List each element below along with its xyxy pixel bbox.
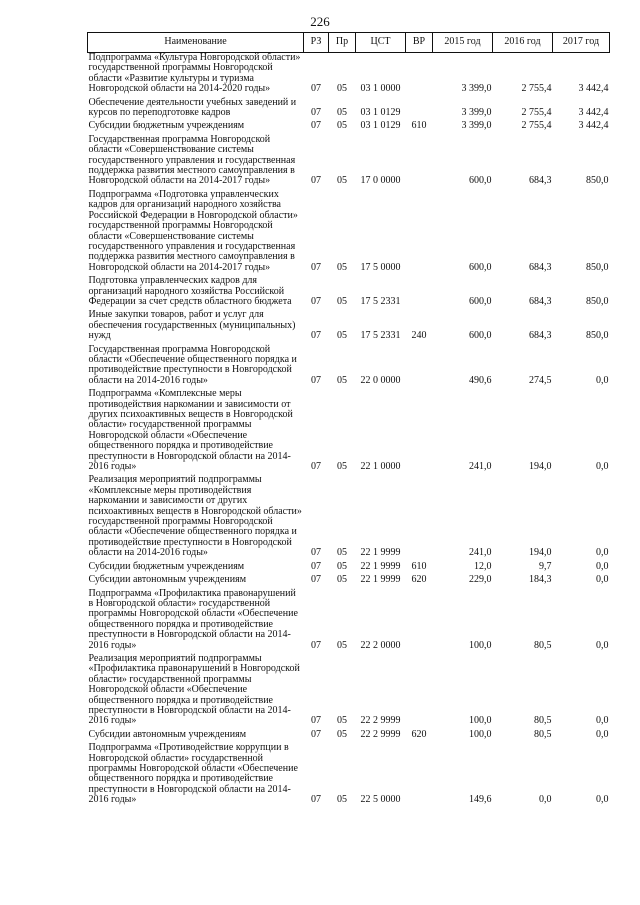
row-amount-2016: 80,5	[534, 728, 552, 740]
row-rz: 07	[311, 560, 321, 572]
row-cst: 22 2 0000	[360, 639, 401, 651]
row-vr	[406, 96, 433, 120]
row-rz: 07	[311, 728, 321, 740]
row-cst: 03 1 0129	[360, 107, 401, 119]
row-vr: 620	[411, 574, 427, 586]
row-amount-2017: 0,0	[596, 374, 609, 386]
table-row	[88, 308, 610, 342]
table-row	[88, 387, 610, 473]
row-amount-2015: 149,6	[469, 794, 492, 806]
column-header-name: Наименование	[88, 33, 304, 53]
row-name: Обеспечение деятельности учебных заведений и курсов по переподготовке кадров	[88, 96, 297, 119]
row-amount-2017: 850,0	[586, 261, 609, 273]
column-header-cst: ЦСТ	[356, 33, 406, 53]
budget-table	[87, 32, 610, 807]
row-name: Подпрограмма «Комплексные меры противодействия наркомании и зависимости от других психоактивных веществ в Новгородской области» государственной программы Новгородской области «Обеспечение общественного порядка и противодействие преступности в Новгородской области на 2014-2016 годы»	[88, 388, 293, 473]
row-amount-2016: 184,3	[529, 574, 552, 586]
row-pr: 05	[337, 639, 347, 651]
row-amount-2016: 684,3	[529, 261, 552, 273]
table-row	[88, 343, 610, 388]
row-amount-2016: 2 755,4	[521, 83, 552, 95]
table-header-row	[88, 33, 610, 53]
row-name: Иные закупки товаров, работ и услуг для обеспечения государственных (муниципальных) нужд	[88, 309, 296, 342]
row-amount-2017: 0,0	[596, 728, 609, 740]
row-pr: 05	[337, 728, 347, 740]
row-name: Субсидии автономным учреждениям	[88, 574, 247, 586]
row-amount-2015: 100,0	[469, 728, 492, 740]
row-vr	[406, 53, 433, 96]
column-header-2015: 2015 год	[433, 33, 493, 53]
column-header-2016: 2016 год	[493, 33, 553, 53]
row-amount-2017: 0,0	[596, 715, 609, 727]
row-amount-2016: 684,3	[529, 175, 552, 187]
row-amount-2016: 80,5	[534, 715, 552, 727]
row-amount-2017: 850,0	[586, 295, 609, 307]
row-name: Субсидии бюджетным учреждениям	[88, 560, 245, 572]
row-rz: 07	[311, 175, 321, 187]
row-pr: 05	[337, 261, 347, 273]
row-amount-2017: 850,0	[586, 330, 609, 342]
row-vr: 620	[411, 728, 427, 740]
table-row	[88, 133, 610, 188]
row-rz: 07	[311, 83, 321, 95]
row-rz: 07	[311, 715, 321, 727]
row-cst: 22 1 0000	[360, 461, 401, 473]
row-amount-2015: 229,0	[469, 574, 492, 586]
row-name: Реализация мероприятий подпрограммы «Комплексные меры противодействия наркомании и зависимости от других психоактивных веществ в Новгородской области» государственной программы Новгородской области «Обеспечение общественного порядка и противодействие преступности в Новгородской области на 2014-2016 годы»	[88, 474, 302, 559]
row-amount-2016: 274,5	[529, 374, 552, 386]
row-amount-2016: 9,7	[539, 560, 552, 572]
row-amount-2017: 850,0	[586, 175, 609, 187]
row-amount-2016: 684,3	[529, 295, 552, 307]
row-rz: 07	[311, 574, 321, 586]
row-vr	[406, 587, 433, 652]
row-vr	[406, 343, 433, 388]
row-cst: 17 5 2331	[360, 295, 401, 307]
row-amount-2015: 241,0	[469, 461, 492, 473]
row-cst: 22 0 0000	[360, 374, 401, 386]
row-amount-2015: 3 399,0	[461, 83, 492, 95]
row-pr: 05	[337, 120, 347, 132]
row-amount-2015: 12,0	[474, 560, 492, 572]
row-pr: 05	[337, 461, 347, 473]
row-amount-2017: 0,0	[596, 547, 609, 559]
row-amount-2017: 0,0	[596, 639, 609, 651]
row-amount-2017: 0,0	[596, 794, 609, 806]
row-cst: 03 1 0000	[360, 83, 401, 95]
row-rz: 07	[311, 374, 321, 386]
row-pr: 05	[337, 295, 347, 307]
row-rz: 07	[311, 107, 321, 119]
row-rz: 07	[311, 461, 321, 473]
row-cst: 17 0 0000	[360, 175, 401, 187]
row-name: Субсидии бюджетным учреждениям	[88, 120, 245, 132]
table-row	[88, 473, 610, 559]
table-row	[88, 53, 610, 96]
row-pr: 05	[337, 83, 347, 95]
row-amount-2015: 100,0	[469, 639, 492, 651]
row-amount-2015: 3 399,0	[461, 107, 492, 119]
row-name: Подпрограмма «Подготовка управленческих кадров для организаций народного хозяйства Российской Федерации в Новгородской области» государственной программы Новгородской области «Совершенствование системы государственного управления и государственная поддержка развития местного самоуправления в Новгородской области на 2014-2017 годы»	[88, 188, 298, 273]
table-row	[88, 119, 610, 132]
row-amount-2017: 0,0	[596, 461, 609, 473]
row-amount-2016: 2 755,4	[521, 120, 552, 132]
table-row	[88, 741, 610, 806]
row-vr	[406, 133, 433, 188]
table-row	[88, 573, 610, 586]
table-row	[88, 96, 610, 120]
row-pr: 05	[337, 715, 347, 727]
row-amount-2017: 3 442,4	[578, 107, 609, 119]
table-row	[88, 652, 610, 728]
row-vr	[406, 274, 433, 308]
row-amount-2016: 194,0	[529, 547, 552, 559]
row-vr: 610	[411, 560, 427, 572]
table-row	[88, 728, 610, 741]
row-pr: 05	[337, 560, 347, 572]
row-name: Подпрограмма «Культура Новгородской области» государственной программы Новгородской области «Развитие культуры и туризма Новгородской области на 2014-2020 годы»	[88, 52, 301, 95]
row-amount-2015: 490,6	[469, 374, 492, 386]
row-vr	[406, 387, 433, 473]
row-vr	[406, 741, 433, 806]
row-rz: 07	[311, 794, 321, 806]
row-rz: 07	[311, 261, 321, 273]
row-name: Подпрограмма «Профилактика правонарушений в Новгородской области» государственной программы Новгородской области «Обеспечение общественного порядка и противодействие преступности в Новгородской области на 2014-2016 годы»	[88, 587, 298, 651]
table-body	[88, 53, 610, 807]
row-pr: 05	[337, 107, 347, 119]
table-row	[88, 188, 610, 274]
row-rz: 07	[311, 295, 321, 307]
row-cst: 17 5 2331	[360, 330, 401, 342]
row-name: Реализация мероприятий подпрограммы «Профилактика правонарушений в Новгородской области» государственной программы Новгородской области «Обеспечение общественного порядка и противодействие преступности в Новгородской области на 2014-2016 годы»	[88, 652, 300, 727]
row-rz: 07	[311, 639, 321, 651]
row-rz: 07	[311, 120, 321, 132]
row-cst: 22 1 9999	[360, 574, 401, 586]
row-amount-2015: 600,0	[469, 330, 492, 342]
row-cst: 03 1 0129	[360, 120, 401, 132]
row-amount-2015: 3 399,0	[461, 120, 492, 132]
row-amount-2015: 600,0	[469, 295, 492, 307]
row-rz: 07	[311, 330, 321, 342]
row-pr: 05	[337, 175, 347, 187]
row-cst: 22 1 9999	[360, 560, 401, 572]
table-row	[88, 274, 610, 308]
row-vr	[406, 188, 433, 274]
row-vr: 610	[411, 120, 427, 132]
column-header-pr: Пр	[329, 33, 356, 53]
row-name: Государственная программа Новгородской области «Обеспечение общественного порядка и противодействие преступности в Новгородской области на 2014-2016 годы»	[88, 343, 297, 386]
row-amount-2017: 3 442,4	[578, 83, 609, 95]
row-cst: 22 1 9999	[360, 547, 401, 559]
row-pr: 05	[337, 574, 347, 586]
row-amount-2016: 2 755,4	[521, 107, 552, 119]
row-amount-2016: 194,0	[529, 461, 552, 473]
row-amount-2017: 0,0	[596, 574, 609, 586]
row-rz: 07	[311, 547, 321, 559]
row-amount-2017: 0,0	[596, 560, 609, 572]
row-amount-2015: 600,0	[469, 261, 492, 273]
row-name: Государственная программа Новгородской области «Совершенствование системы государственного управления и государственная поддержка развития местного самоуправления в Новгородской области на 2014-2017 годы»	[88, 133, 296, 187]
row-vr	[406, 652, 433, 728]
table-row	[88, 560, 610, 573]
row-amount-2015: 100,0	[469, 715, 492, 727]
row-amount-2016: 80,5	[534, 639, 552, 651]
row-amount-2015: 600,0	[469, 175, 492, 187]
column-header-vr: ВР	[406, 33, 433, 53]
row-amount-2015: 241,0	[469, 547, 492, 559]
row-name: Субсидии автономным учреждениям	[88, 728, 247, 740]
row-cst: 22 2 9999	[360, 715, 401, 727]
column-header-2017: 2017 год	[553, 33, 610, 53]
table-row	[88, 587, 610, 652]
column-header-rz: РЗ	[304, 33, 329, 53]
row-pr: 05	[337, 794, 347, 806]
row-cst: 22 5 0000	[360, 794, 401, 806]
row-amount-2016: 684,3	[529, 330, 552, 342]
row-amount-2017: 3 442,4	[578, 120, 609, 132]
row-pr: 05	[337, 330, 347, 342]
page-number: 226	[310, 14, 330, 29]
row-cst: 22 2 9999	[360, 728, 401, 740]
row-pr: 05	[337, 547, 347, 559]
row-cst: 17 5 0000	[360, 261, 401, 273]
row-vr	[406, 473, 433, 559]
row-name: Подпрограмма «Противодействие коррупции в Новгородской области» государственной программы Новгородской области «Обеспечение общественного порядка и противодействие преступности в Новгородской области на 2014-2016 годы»	[88, 742, 298, 806]
row-pr: 05	[337, 374, 347, 386]
row-vr: 240	[411, 330, 427, 342]
row-amount-2016: 0,0	[539, 794, 552, 806]
row-name: Подготовка управленческих кадров для организаций народного хозяйства Российской Федерации за счет средств областного бюджета	[88, 275, 292, 307]
